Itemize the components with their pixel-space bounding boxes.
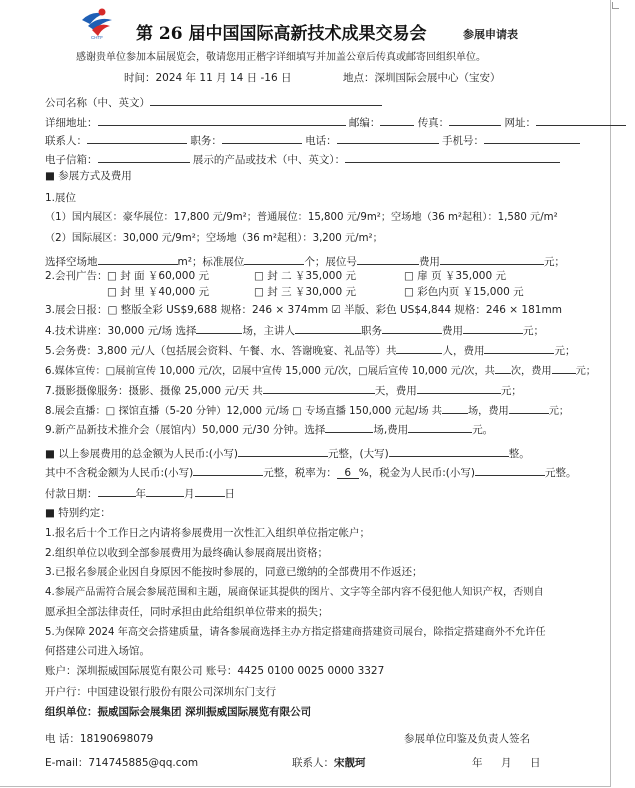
ads-title: 2.会刊广告： [45,270,108,282]
ad-inside-front[interactable]: □ 封 二 ￥35,000 元 [254,270,357,282]
tax-amount-field[interactable] [475,464,545,476]
phone-label: 电话： [305,135,337,147]
live-fee-field[interactable] [509,402,549,414]
organizer-email: E-mail：714745885@qq.com [45,757,199,769]
booth-no-label: 个；展位号 [304,256,357,268]
ad-color-page[interactable]: □ 彩色内页 ￥15,000 元 [404,286,524,298]
meeting-fee-row [45,342,575,358]
meeting-total-label: 人，费用 [442,345,485,357]
promo-unit: 元。 [472,424,494,436]
speaker-field[interactable] [295,322,361,334]
ad-cover[interactable]: □ 封 面 ￥60,000 元 [107,270,210,282]
sign-month-label: 月 [501,757,512,769]
international-booth-prices: （2）国际展区：30,000 元/9m²；空场地（36 m²起租）：3,200 元/m²； [45,233,383,244]
payment-year-field[interactable] [98,485,136,497]
promo-count-field[interactable] [325,421,373,433]
tax-rate-label: 元整，税率为： [263,467,337,479]
page-corner-mark [612,2,619,9]
bank-account: 账户：深圳振威国际展览有限公司 账号：4425 0100 0025 0000 3327 [45,665,385,677]
total-upper-label: 元整，(大写) [328,448,389,460]
logo-text: CHTF [91,35,103,40]
phone-field[interactable] [337,132,439,144]
photo-fee-field[interactable] [417,382,501,394]
payment-day-field[interactable] [195,485,225,497]
signature-label: 参展单位印鉴及负责人签名 [404,733,530,745]
postcode-label: 邮编： [348,117,381,129]
website-field[interactable] [536,114,626,126]
form-name: 参展申请表 [463,28,518,41]
lecture-count-field[interactable] [196,322,242,334]
promo-fee-label: 场,费用 [373,424,409,436]
lecture-fee-label: 费用 [441,325,463,337]
term-2: 2.组织单位以收到全部参展费用为最终确认参展商展出资格； [45,547,329,559]
media-unit: 元； [575,366,596,377]
lecture-fee-field[interactable] [463,322,523,334]
ad-inside-back[interactable]: □ 封 三 ￥30,000 元 [254,286,357,298]
media-count-field[interactable] [495,362,511,374]
term-1: 1.报名后十个工作日之内请将参展费用一次性汇入组织单位指定帐户； [45,527,371,539]
pretax-field[interactable] [193,464,263,476]
term-4-line2: 愿承担全部法律责任，同时承担由此给组织单位带来的损失； [45,606,329,618]
tax-row [45,464,576,480]
email-label: 电子信箱： [45,154,98,166]
section-fees-heading: ■ 参展方式及费用 [45,170,132,182]
ad-inside-cover[interactable]: □ 封 里 ￥40,000 元 [107,286,210,298]
fax-field[interactable] [449,114,501,126]
booth-fee-label: 费用 [418,256,440,268]
fax-label: 传真： [417,117,450,129]
speaker-label: 场，主讲人 [242,325,295,337]
daily-guide-row: 3.展会日报：□ 整版全彩 US$9,688 规格：246 × 374mm ☑ 半版、彩色 US$4,844 规格：246 × 181mm [45,304,562,316]
tax-amount-label: %，税金为人民币:(小写) [358,467,475,479]
company-name-label: 公司名称（中、英文） [45,97,150,109]
media-fee-field[interactable] [552,362,576,374]
photo-unit: 元； [500,385,522,397]
payment-month-field[interactable] [146,485,184,497]
company-name-row [45,94,382,110]
term-3: 3.已报名参展企业因自身原因不能按时参展的，同意已缴纳的全部费用不作返还； [45,566,423,578]
lecture-row [45,322,544,338]
live-row [45,402,569,418]
tax-rate-value[interactable]: 6 [337,467,359,479]
meeting-fee-label: 5.会务费：3,800 元/人（包括展会资料、午餐、水、答谢晚宴、礼品等）共 [45,345,397,357]
products-label: 展示的产品或技术（中、英文）： [192,154,346,166]
company-name-field[interactable] [150,94,382,106]
meeting-unit: 元； [554,345,576,357]
speaker-title-label: 职务 [360,325,382,337]
payment-date-row [45,485,235,501]
products-field[interactable] [345,151,560,163]
position-label: 职务： [190,135,222,147]
lecture-fee-unit: 元； [522,325,544,337]
form-title: 第 26 届中国国际高新技术成果交易会 [136,24,427,44]
contact-person-name: 宋靓珂 [334,757,366,769]
bank-name: 开户行：中国建设银行股份有限公司深圳东门支行 [45,686,276,698]
organizer-contact [292,757,366,770]
organizer: 组织单位：振威国际会展集团 深圳振威国际展览有限公司 [45,706,312,718]
media-row [45,362,596,378]
email-row [45,151,560,167]
media-fee-label: 次，费用 [510,366,552,377]
contact-field[interactable] [87,132,187,144]
promo-label: 9.新产品新技术推介会（展馆内）50,000 元/30 分钟。选择 [45,424,326,436]
term-5-line1: 5.为保障 2024 年高交会搭建质量，请各参展商选择主办方指定搭建商搭建资司展台，除指定搭建商外不允许任 [45,627,546,638]
total-row [45,445,530,461]
contact-label: 联系人： [45,135,87,147]
live-fee-label: 场，费用 [467,406,509,417]
booth-fee-field[interactable] [440,253,544,265]
pretax-label: 其中不含税金额为人民币:(小写) [45,467,194,479]
photo-row [45,382,522,398]
contact-person-label: 联系人： [292,757,334,769]
postcode-field[interactable] [380,114,414,126]
space-label: 选择空场地 [45,256,98,268]
event-time: 时间：2024 年 11 月 14 日 -16 日 [124,72,292,84]
standard-booth-label: m²；标准展位 [177,256,245,268]
media-label: 6.媒体宣传：□展前宣传 10,000 元/次，☑展中宣传 15,000 元/次，□展后宣传 10,000 元/次，共 [45,366,495,377]
promo-row [45,421,493,437]
website-label: 网址： [504,117,537,129]
sign-day-label: 日 [530,757,541,769]
total-unit: 整。 [508,448,530,460]
term-5-line2: 何搭建公司进入场馆。 [45,645,150,657]
booth-fee-unit: 元； [543,256,565,268]
mobile-label: 手机号： [442,135,485,147]
photo-days-field[interactable] [263,382,375,394]
promo-fee-field[interactable] [408,421,472,433]
total-label: ■ 以上参展费用的总金额为人民币:(小写) [45,448,238,460]
space-area-field[interactable] [98,253,178,265]
address-label: 详细地址： [45,117,98,129]
day-label: 日 [224,488,235,500]
speaker-title-field[interactable] [382,322,442,334]
hitech-fair-logo [78,6,116,40]
position-field[interactable] [222,132,302,144]
ad-title-page[interactable]: □ 扉 页 ￥35,000 元 [404,270,507,282]
photo-label: 7.摄影摄像服务：摄影、摄像 25,000 元/天 共 [45,385,263,397]
event-venue: 地点：深圳国际会展中心（宝安） [343,72,501,84]
notice-text: 感谢贵单位参加本届展览会，敬请您用正楷字详细填写并加盖公章后传真或邮寄回组织单位。 [76,52,486,63]
contact-row [45,132,580,148]
booth-title: 1.展位 [45,192,77,204]
live-unit: 元； [548,406,570,417]
total-lower-field[interactable] [238,445,328,457]
total-upper-field[interactable] [389,445,509,457]
email-field[interactable] [98,151,190,163]
photo-fee-label: 天，费用 [374,385,417,397]
year-label: 年 [135,488,146,500]
attendee-count-field[interactable] [396,342,442,354]
address-row [45,114,626,130]
term-4-line1: 4.参展产品需符合展会参展范围和主题，展商保证其提供的图片、文字等全部内容不侵犯他人知识产权，否则自 [45,587,544,598]
booth-no-field[interactable] [357,253,419,265]
month-label: 月 [184,488,195,500]
standard-booth-count-field[interactable] [244,253,304,265]
address-field[interactable] [98,114,346,126]
sign-year-label: 年 [472,757,483,769]
live-count-field[interactable] [442,402,468,414]
meeting-total-field[interactable] [484,342,554,354]
terms-heading: ■ 特别约定： [45,507,111,519]
booth-selection-row [45,253,565,269]
lecture-label: 4.技术讲座：30,000 元/场 选择 [45,325,197,337]
tax-unit: 元整。 [544,467,577,479]
mobile-field[interactable] [484,132,580,144]
live-label: 8.展会直播：□ 探馆直播（5-20 分钟）12,000 元/场 □ 专场直播 150,000 元起/场 共 [45,406,442,417]
organizer-phone: 电 话：18190698079 [45,733,154,745]
domestic-booth-prices: （1）国内展区：豪华展位：17,800 元/9m²；普通展位：15,800 元/9m²；空场地（36 m²起租）：1,580 元/m² [45,212,558,223]
payment-date-label: 付款日期： [45,488,98,500]
